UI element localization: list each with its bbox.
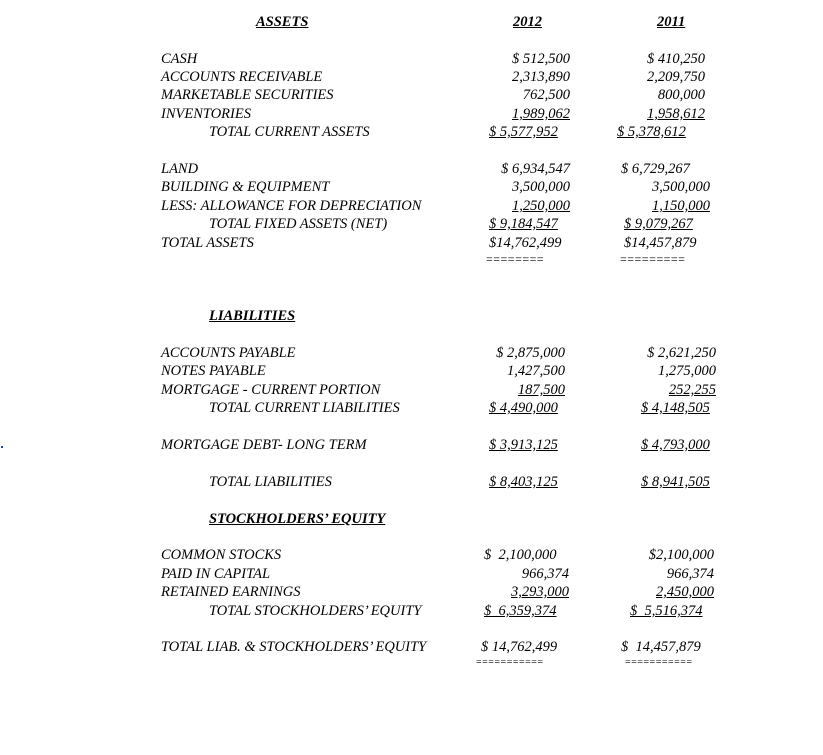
assets-heading: ASSETS	[256, 14, 309, 30]
year-2012-heading: 2012	[513, 14, 542, 30]
row-label: COMMON STOCKS	[161, 547, 282, 563]
row-label: MARKETABLE SECURITIES	[161, 87, 334, 103]
value-2012: $ 2,100,000	[484, 547, 557, 563]
value-2012: $ 6,934,547	[501, 161, 570, 177]
value-2011: 966,374	[666, 566, 714, 582]
row-label: NOTES PAYABLE	[161, 363, 266, 379]
value-2011: 3,500,000	[652, 179, 710, 195]
value-2012: 3,500,000	[512, 179, 570, 195]
row-label: ACCOUNTS PAYABLE	[161, 345, 296, 361]
value-2011: 1,150,000	[652, 198, 710, 214]
value-2012: $ 512,500	[512, 51, 570, 67]
value-2012: $ 2,875,000	[496, 345, 565, 361]
value-2011: 2,209,750	[647, 69, 705, 85]
total-assets-2012: $14,762,499	[489, 235, 562, 251]
double-rule-2011: ===========	[625, 657, 693, 668]
value-2011: $ 2,621,250	[647, 345, 716, 361]
value-2011: $ 410,250	[647, 51, 705, 67]
liabilities-heading: LIABILITIES	[209, 308, 296, 324]
equity-heading: STOCKHOLDERS’ EQUITY	[209, 511, 386, 527]
total-label: TOTAL STOCKHOLDERS’ EQUITY	[209, 603, 422, 619]
value-2012: 2,313,890	[512, 69, 570, 85]
total-assets-2011: $14,457,879	[624, 235, 697, 251]
total-value-2011: $ 5,378,612	[617, 124, 686, 140]
total-value-2011: $ 5,516,374	[630, 603, 703, 619]
row-label: LAND	[161, 161, 199, 177]
total-label: TOTAL FIXED ASSETS (NET)	[209, 216, 388, 232]
grand-total-label: TOTAL LIAB. & STOCKHOLDERS’ EQUITY	[161, 639, 427, 655]
value-2012: 1,250,000	[512, 198, 570, 214]
row-label: BUILDING & EQUIPMENT	[161, 179, 330, 195]
double-rule-2012: ========	[486, 252, 545, 266]
row-label: INVENTORIES	[161, 106, 251, 122]
total-value-2012: $ 5,577,952	[489, 124, 558, 140]
total-value-2011: $ 4,148,505	[641, 400, 710, 416]
value-2012: 1,989,062	[512, 106, 570, 122]
total-label: TOTAL CURRENT ASSETS	[209, 124, 370, 140]
value-2011: 2,450,000	[656, 584, 714, 600]
stray-dot	[1, 446, 3, 448]
total-value-2012: $ 9,184,547	[489, 216, 558, 232]
long-term-2012: $ 3,913,125	[489, 437, 558, 453]
total-liabilities-label: TOTAL LIABILITIES	[209, 474, 332, 490]
value-2011: 1,958,612	[647, 106, 705, 122]
total-value-2012: $ 4,490,000	[489, 400, 558, 416]
value-2011: 1,275,000	[658, 363, 716, 379]
row-label: LESS: ALLOWANCE FOR DEPRECIATION	[161, 198, 422, 214]
long-term-2011: $ 4,793,000	[641, 437, 710, 453]
value-2011: $2,100,000	[648, 547, 714, 563]
value-2012: 1,427,500	[507, 363, 565, 379]
value-2012: 966,374	[521, 566, 569, 582]
row-label: CASH	[161, 51, 198, 67]
total-assets-label: TOTAL ASSETS	[161, 235, 254, 251]
row-label: ACCOUNTS RECEIVABLE	[161, 69, 323, 85]
row-label: MORTGAGE - CURRENT PORTION	[161, 382, 381, 398]
row-label: PAID IN CAPITAL	[161, 566, 271, 582]
total-value-2012: $ 6,359,374	[484, 603, 557, 619]
value-2011: 252,255	[668, 382, 716, 398]
long-term-label: MORTGAGE DEBT- LONG TERM	[161, 437, 367, 453]
grand-total-2012: $ 14,762,499	[481, 639, 558, 655]
total-liabilities-2011: $ 8,941,505	[641, 474, 710, 490]
double-rule-2012: ===========	[476, 657, 544, 668]
total-value-2011: $ 9,079,267	[624, 216, 693, 232]
grand-total-2011: $ 14,457,879	[621, 639, 701, 655]
total-label: TOTAL CURRENT LIABILITIES	[209, 400, 400, 416]
row-label: RETAINED EARNINGS	[161, 584, 301, 600]
value-2011: $ 6,729,267	[621, 161, 690, 177]
total-liabilities-2012: $ 8,403,125	[489, 474, 558, 490]
value-2012: 762,500	[522, 87, 570, 103]
value-2012: 187,500	[517, 382, 565, 398]
year-2011-heading: 2011	[657, 14, 686, 30]
double-rule-2011: =========	[620, 252, 686, 266]
value-2012: 3,293,000	[511, 584, 569, 600]
value-2011: 800,000	[657, 87, 705, 103]
